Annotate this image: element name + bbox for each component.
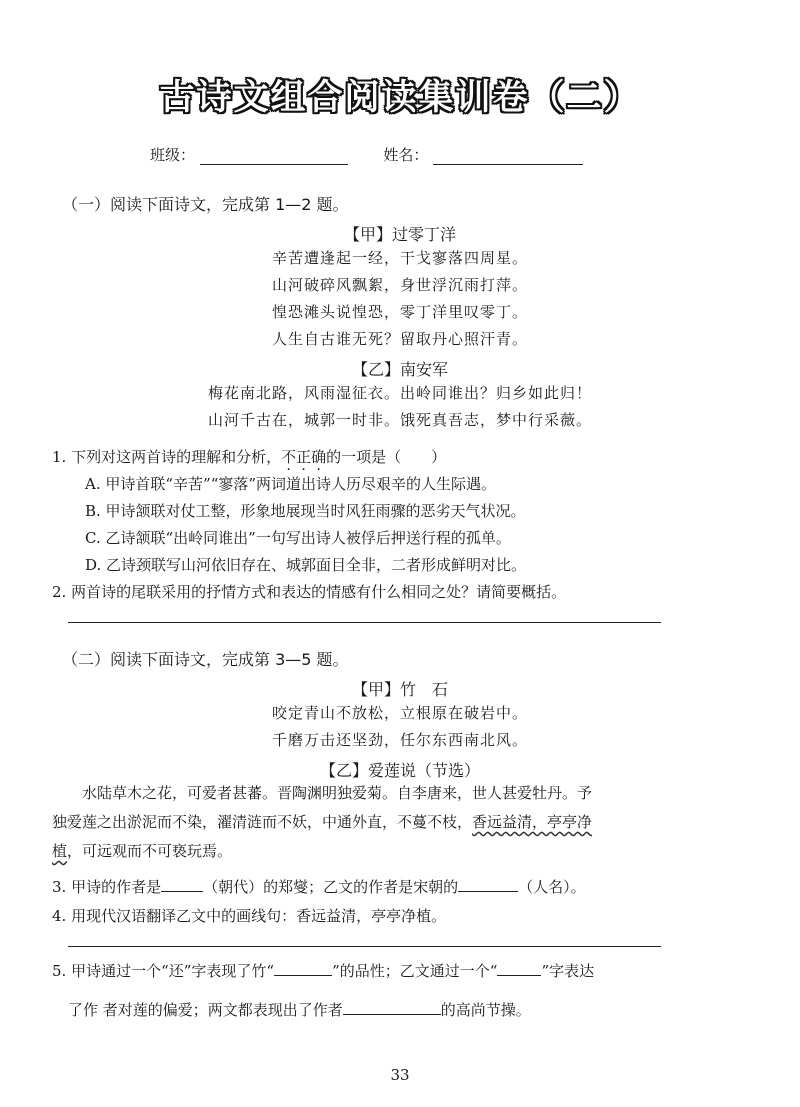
page-number: 33	[390, 1066, 410, 1084]
question-3-text: 3. 甲诗的作者是	[52, 878, 162, 896]
question-1-text: 1. 下列对这两首诗的理解和分析，	[52, 448, 282, 466]
fill-blank[interactable]	[458, 876, 518, 892]
fill-blank[interactable]	[497, 960, 541, 976]
prose-text: ，可远观而不可亵玩焉。	[67, 842, 233, 860]
poem-b-line: 山河千古在，城郭一时非。饿死真吾志，梦中行采薇。	[207, 411, 592, 429]
poem-a-line: 惶恐滩头说惶恐，零丁洋里叹零丁。	[271, 303, 528, 321]
poem-b-title: 【乙】南安军	[351, 360, 448, 379]
name-label: 姓名：	[383, 146, 429, 164]
name-field[interactable]	[433, 148, 583, 165]
question-5-text: ”的品性；乙文通过一个“	[332, 962, 498, 980]
poem-zhushi-title: 【甲】竹 石	[351, 680, 448, 699]
poem-a-line: 人生自古谁无死？留取丹心照汗青。	[271, 330, 528, 348]
poem-zhushi-line: 咬定青山不放松，立根原在破岩中。	[271, 704, 528, 722]
answer-line[interactable]	[68, 946, 661, 947]
option-c: C. 乙诗颔联“出岭同谁出”一句写出诗人被俘后押送行程的孤单。	[85, 529, 511, 547]
prose-line	[52, 837, 682, 866]
question-3-text: （人名）。	[518, 878, 586, 896]
underlined-sentence: 植	[52, 842, 68, 860]
class-field[interactable]	[200, 148, 348, 165]
poem-a-line: 山河破碎风飘絮，身世浮沉雨打萍。	[271, 276, 528, 294]
question-5-text: 5. 甲诗通过一个“还”字表现了竹“	[52, 962, 275, 980]
question-1	[52, 446, 446, 467]
question-5-cont	[68, 999, 531, 1020]
question-1-tail: 的一项是（ ）	[326, 448, 447, 466]
fill-blank[interactable]	[274, 960, 332, 976]
option-d: D. 乙诗颈联写山河依旧存在、城郭面目全非，二者形成鲜明对比。	[85, 556, 527, 574]
fill-blank[interactable]	[343, 999, 441, 1015]
answer-line[interactable]	[68, 622, 661, 623]
question-3	[52, 876, 586, 897]
option-b: B. 甲诗颔联对仗工整，形象地展现当时风狂雨骤的恶劣天气状况。	[85, 502, 526, 520]
fill-blank[interactable]	[161, 876, 203, 892]
question-5-text: 的高尚节操。	[440, 1001, 531, 1019]
question-5	[52, 960, 594, 981]
section-2-heading: （二）阅读下面诗文，完成第 3—5 题。	[62, 650, 349, 669]
prose-line: 水陆草木之花，可爱者甚蕃。晋陶渊明独爱菊。自李唐来，世人甚爱牡丹。予	[82, 784, 593, 802]
option-a: A. 甲诗首联“辛苦”“寥落”两词道出诗人历尽艰辛的人生际遇。	[85, 475, 497, 493]
student-info	[150, 144, 583, 165]
section-1-heading: （一）阅读下面诗文，完成第 1—2 题。	[62, 195, 349, 214]
prose-passage	[52, 779, 682, 866]
poem-a-title: 【甲】过零丁洋	[343, 225, 456, 244]
prose-text: 独爱莲之出淤泥而不染，濯清涟而不妖，中通外直，不蔓不枝，	[52, 813, 473, 831]
class-label: 班级：	[150, 146, 196, 164]
question-2: 2. 两首诗的尾联采用的抒情方式和表达的情感有什么相同之处？请简要概括。	[52, 583, 567, 601]
underlined-sentence: 香远益清，亭亭净	[472, 813, 593, 831]
emphasis-char: 确	[311, 448, 327, 466]
question-4: 4. 用现代汉语翻译乙文中的画线句：香远益清，亭亭净植。	[52, 907, 447, 925]
poem-b-line: 梅花南北路，风雨湿征衣。出岭同谁出？归乡如此归！	[207, 384, 592, 402]
page-title: 古诗文组合阅读集训卷（二）	[159, 78, 641, 118]
prose-title: 【乙】爱莲说（节选）	[319, 761, 480, 780]
question-3-text: （朝代）的郑燮；乙文的作者是宋朝的	[203, 878, 459, 896]
question-5-text: ”字表达	[541, 962, 595, 980]
poem-zhushi-line: 千磨万击还坚劲，任尔东西南北风。	[271, 731, 528, 749]
emphasis-char: 不	[281, 448, 297, 466]
emphasis-char: 正	[296, 448, 312, 466]
prose-line	[52, 808, 682, 837]
question-5-text: 了作 者对莲的偏爱；两文都表现出了作者	[68, 1001, 343, 1019]
poem-a-line: 辛苦遭逢起一经，干戈寥落四周星。	[271, 249, 528, 267]
